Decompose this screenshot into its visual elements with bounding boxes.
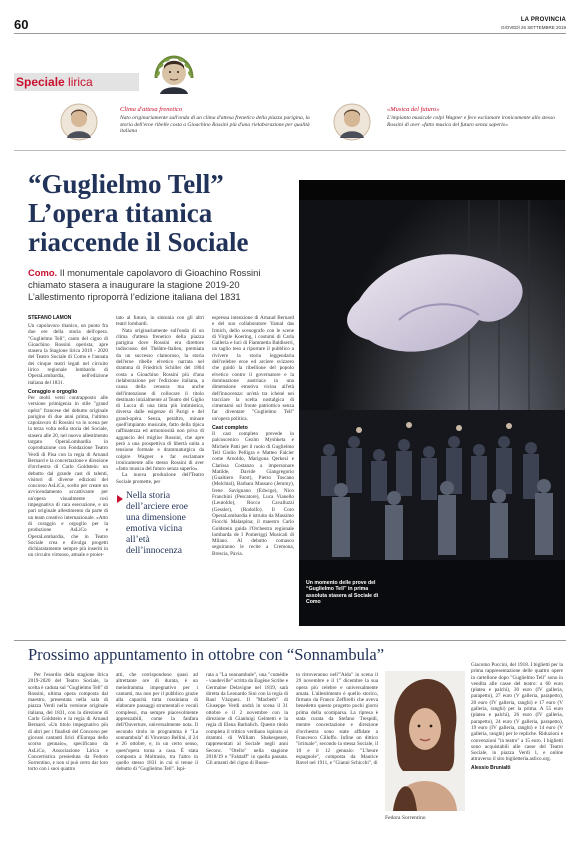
main-col1-subhead: Coraggio e orgoglio (28, 388, 78, 395)
second-col-2: atti, che corrispondono quasi ad altrettante ore di durata, è un melodramma impegnativo per i cantanti, ma non per il pubblico grazie alla capacità tutta rossiniana di elaborare passaggi strumentali e vocali complessi, ma sempre piacevolmente apprezzabili, come la fanfara dell'Ouverture, universalmente nota. Il secondo titolo in programma è "La sonnambula" di Vincenzo Bellini, il 24 e 26 ottobre, e, in un certo senso, quest'opera torna a casa. È stata composta a Moltrasio, tra l'altro in quello stesso 1831 in cui si tenne il debutto di "Guglielmo Tell". Ispi- (116, 672, 198, 773)
second-author: Alessio Brunialti (471, 764, 511, 771)
main-col2-p2: Nata originariamente sull'onda di un clima d'attesa frenetico della piazza parigina dove Rossini era direttore indiscusso del Théâtre-Italien, premiata da un successo clamoroso, la storia dell'eroe ribelle elvetico narrata nel dramma di Friedrich Schiller del 1804 costa a Gioachino Rossini più d'una rielaborazione per l'edizione italiana, a causa della censura ma anche dell'intenzione di collocare il titolo destinato inizialmente al Teatro del Giglio di Lucca di una tinta più intimistica, diversa dalle esigenze di Parigi e del grand-opéra. Senza, peraltro, minare quell'impianto musicale, fatto della tipica raffinatezza ed armoniosità non priva di aggancio del miglior Rossini, che apre però a una prospettiva di libertà unita a tensione formale e drammaturgica da colpire Wagner e far esclamare ironicamente allo stesso Rossini di aver «fatto musica del futuro senza saperlo». (116, 327, 204, 473)
stage-photo (299, 180, 565, 626)
main-col2-p1: tato al futuro, in sintonia con gli altri teatri lombardi. (116, 315, 204, 328)
section-label-bold: Speciale (16, 75, 65, 89)
main-headline-line1: “Guglielmo Tell” (28, 169, 224, 199)
portrait-photo (385, 671, 465, 811)
main-col-2 (116, 315, 204, 633)
main-subhead (28, 267, 296, 303)
second-col-1: Per l'esordio della stagione lirica 2019-2020 del Teatro Sociale, la scelta è caduta sul "Guglielmo Tell" di Rossini, ultima opera composta dal maestro, presentata nella sala di piazza Verdi nella versione originale italiana, del 1831, con la direzione di Carlo Goldstein e la regia di Arnaud Bernard. «Un titolo impegnativo più di altri per i finalisti del Concorso per giovani cantanti lirici d'Europa dello scorso gennaio», specificano da AsLiCo, Associazione Lirica e Concertistica presieduta da Fedoro Sorrentino, e non si può certo dar loro torto con i suoi quattro (28, 672, 108, 773)
main-col3-p1: espressa intenzione di Arnaud Bernard e del suo collaboratore Yamal das Irmich, dello scenografo con le scene di Virgile Koering, i costumi di Carla Galleria e luci di Fiammetta Baldiserri, un taglio teso a riportare il pubblico a rivivere la storia leggendaria dell'celebre eroe ed arciere svizzero che guidò la ribellione del popolo elvetico contro il governatore e la dominazione austriaca in una dimensione emotiva vicina all'età dell'innocenza: un'età tra ichené nei tracciare la scelta nostalgica di cimentarsi sul fronte patriottico senza far diventare "Guglielmo Tell" un'opera politica. (212, 315, 294, 422)
pullquote (116, 491, 204, 557)
teaser-1-text: Nato originariamente sull'onda di un clima d'attesa frenetico della piazza parigina, la storia dell'eroe ribelle costa a Gioachino Rossini più d'una rielaborazione per qualità italiana (120, 115, 310, 135)
teaser-1-portrait-icon (60, 103, 98, 141)
pullquote-arrow-icon (116, 494, 124, 504)
section-label-light: lirica (68, 75, 93, 89)
second-col-3: rata a "La sonnambule", una "comédie - vaudeville" scritta da Eugène Scribe e Germaine Delavigne nel 1819, sarà diretta da Leonardo Sini con la regia di Raul Vázquez. Il "Macbeth" di Giuseppe Verdi andrà in scena il 31 ottobre e il 2 novembre con la direzione di Gianluigi Gelmetti e la regia di Elena Barbalich. Questo titolo completa il trittico verdiano ispirato ai drammi di William Shakespeare, rappresentati al Sociale negli anni Seconc. "Otello" nella stagione 2018/19 e "Falstaff" in quella passata. Gli amanti del cigno di Busse- (206, 672, 288, 767)
second-article-rule (14, 640, 566, 641)
teaser-2-text: L'impianto musicale colpì Wagner e fece esclamare ironicamente allo stesso Rossini di aver «fatto musica del futuro senza saperlo» (387, 115, 555, 128)
main-col1-p2: Per molti versi contrapposto alle versione primigenia in stile "grand opéra" francese del debutto originale parigino di due anni prima, l'ultimo capolavoro di Rossini va in scena per la terza volta nella storia del Sociale, stasera alle 20, nel nuovo allestimento targato OperaLombardia in coproduzione con Fondazione Teatro Verdi di Pisa con la regia di Arnaud Bernard e la concertazione e direzione d'orchestra di Carlo Goldstein: un debutto dal grande cast di talenti, visitori di diverse edizioni del concorso AsLiCo, scelto per creare un avvicendamento accattivante per un'opera visualmente così impegnativa di rara esecuzione, e un pari originale allestimento da parte di un team creativo internazionale. «Atto di coraggio e orgoglio per la produzione AsLiCo e OperaLombardia, che in Teatro Sociale crea e divulga progetti dichiaratamente sempre più inseriti in un circuito virtuoso, attuale e proiet- (28, 394, 108, 559)
page-number: 60 (14, 17, 29, 32)
main-col1-p1: Un capolavoro titanico, un punto fra due ere della storia dell'opera. "Guglielmo Tell", canto del cigno di Gioachino Rossini operista, apre stasera la Stagione lirica 2019 - 2020 del Teatro Sociale di Como e l'annata dei cinque teatri legati nel circuito lirico regionale lombardo di OperaLombardia, nell'edizione italiana del 1831. (28, 323, 108, 386)
main-col2-p3: La nuova produzione dell'Teatro Sociale promette, per (116, 472, 204, 485)
second-headline: Prossimo appuntamento in ottobre con “Sonnambula” (28, 645, 385, 664)
second-col-5 (471, 662, 563, 842)
header-rule (14, 33, 566, 34)
second-col-4: to ritroveranno nell'"Aida" in scena il 29 novembre e il 1° dicembre la sua opera più celebre e universalmente amata. L'allestimento è quello storico, firmato da Franco Zeffirelli che aveva benedetto questo progetto pochi giorni prima della scomparsa. La ripresa è stata curata da Stefano Trespidi, mentre concertazione e direzione d'orchestra sono state affidate a Francesco Cilluffo. Infine un dittico "irrituale", secondo la stessa Sociale, il 10 e il 12 gennaio: "L'heure espagnole", composta da Maurice Ravel nel 1911, e "Gianni Schicchi", di (296, 672, 378, 767)
issue-date: GIOVEDÌ 26 SETTEMBRE 2019 (500, 25, 566, 30)
main-subhead-text: Il monumentale capolavoro di Gioachino Rossini chiamato stasera a inaugurare la stagione 2019-20 L’allestimento riproporrà l’edizione italiana del 1831 (28, 267, 261, 302)
main-col3-p2: Il cast completo prevede in palcoscenico Gezim Myshketa e Michele Patti per il ruolo di Guglielmo Tell Giulio Pelligra e Matteo Falcier come Arnoldo, Marigona Qerkezi e Clarissa Costanzo a impersonare Matilde, Davide Giangregorio (Gualtiero Farst), Pietro Toscano (Melchtal), Barbara Massaro (Jemmy), Irene Savignano (Edwige), Nico Franchini (Pescatore), Luca Vianello (Leutoldo), Rocco Cavalluzzi (Gessler), (Rodolfo). Il Coro OperaLombardia è istruito da Massimo Fiocchi Malaspina; il maestro Carlo Goldstein guida l'Orchestra regionale lombarda de I Pomeriggi Musicali di Milano. Al debutto comasco seguiranno le recite a Cremona, Brescia, Pavia. (212, 431, 294, 557)
pullquote-text: Nella storia dell’arciere eroe una dimensione emotiva vicina all’età dell’innocenza (126, 491, 188, 557)
teaser-2-portrait-icon (333, 103, 371, 141)
teaser-1-kicker: Clima d'attesa frenetico (120, 106, 183, 113)
second-col5-text: Giacomo Puccini, del 1918. I biglietti per la prima rappresentazione delle quattro opere in cartellone dopo "Guglielmo Tell" sono in vendita alle casse del teatro: a 60 euro (platea e palchi), 30 euro (IV galleria, parapetto), 27 euro (V galleria, parapetto), 20 euro (IV galleria, ranghi) e 17 euro (V galleria, ranghi) per la prima. A 55 euro (platea e palchi), 26 euro (IV galleria, parapetto), 24 euro (V galleria, parapetto), 19 euro (IV galleria, ranghi) e 14 euro (V galleria, ranghi) per le repliche. Riduzioni e convenzioni "in teatro" a 15 euro. I biglietti sono acquistabili alle casse del Teatro Sociale, in piazza Verdi 1, e online attraverso il sito biglietteria.aslico.org. (471, 662, 563, 763)
teaser-rule (14, 150, 566, 151)
main-headline (28, 170, 298, 257)
photo-caption: Un momento delle prove del “Guglielmo Tell” in prima assoluta stasera al Sociale di Como (306, 580, 379, 606)
main-author: STEFANO LAMON (28, 315, 72, 321)
main-headline-line3: riaccende il Sociale (28, 227, 249, 257)
teaser-2-kicker: «Musica del futuro» (387, 106, 440, 113)
main-col3-subhead: Cast completo (212, 425, 248, 432)
newspaper-name: LA PROVINCIA (520, 17, 566, 23)
portrait-caption: Fedora Sorrentino (385, 815, 426, 821)
main-headline-line2: L’opera titanica (28, 198, 213, 228)
main-col-1 (28, 315, 108, 633)
section-label (16, 75, 93, 89)
rossini-medallion (150, 54, 198, 94)
main-col-3 (212, 315, 294, 633)
main-dateline: Como. (28, 267, 58, 278)
